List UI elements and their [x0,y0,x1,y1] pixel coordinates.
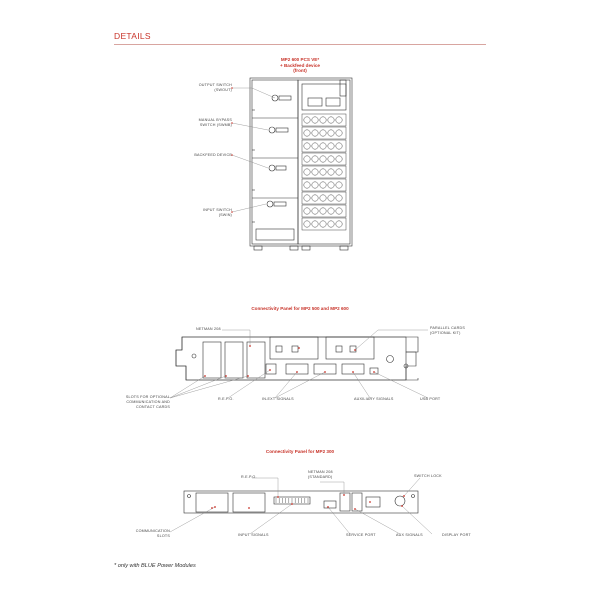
power-module-slot [302,218,346,230]
label-input-signals: IN-EXT SIGNALS [262,397,294,401]
module-fan [304,208,310,214]
label-manual-bypass [186,118,232,128]
power-module-slot [302,166,346,178]
module-fan [320,143,326,149]
module-fan [328,156,334,162]
module-fan [336,156,342,162]
label-input-switch-line2: (SWIN) [218,212,232,217]
module-fan [304,221,310,227]
module-fan [336,143,342,149]
module-fan [312,117,318,123]
label-parallel-cards-line2: (OPTIONAL KIT) [430,330,461,335]
module-fan [304,195,310,201]
module-fan [328,195,334,201]
module-fan [336,130,342,136]
module-fan [320,182,326,188]
module-fan [328,221,334,227]
module-fan [328,208,334,214]
label-communication-slots-line1: COMMUNICATION [135,529,170,533]
label-input-switch-line1: INPUT SWITCH [203,208,232,212]
module-fan [336,195,342,201]
label-netman-208: NETMAN 208 [196,327,221,331]
power-module-slot [302,127,346,139]
module-fan [336,208,342,214]
module-fan [328,130,334,136]
panel-300-caption: Connectivity Panel for MP2 300 [265,449,335,454]
power-module-slot [302,153,346,165]
ups-cabinet [250,78,352,250]
module-fan [312,221,318,227]
module-fan [312,182,318,188]
power-module-slot [302,179,346,191]
power-module-slot [302,192,346,204]
module-fan [304,130,310,136]
module-fan [312,156,318,162]
front-caption-line2: + Backfeed device [280,62,320,68]
backfeed-handle [269,165,286,171]
module-fan [312,169,318,175]
label-optional-slots [120,395,170,409]
footnote: * only with BLUE Power Modules [114,563,196,569]
label-output-switch [190,83,232,93]
module-fan [328,117,334,123]
label-parallel-cards-line1: PARALLEL CARDS [430,326,465,330]
module-fan [304,117,310,123]
module-fan [304,169,310,175]
label-output-switch-line2: (SWOUT) [214,87,232,92]
label-input-switch [190,208,232,218]
module-fan [336,169,342,175]
module-fan [312,143,318,149]
label-manual-bypass-line1: MANUAL BYPASS [198,118,232,122]
power-module-slot [302,205,346,217]
module-fan [320,169,326,175]
power-module-grid [302,114,346,230]
label-communication-slots [132,529,170,539]
label-usb-port: USB PORT [420,397,441,401]
label-netman-standard-line2: (STANDARD) [308,474,333,479]
label-optional-slots-line2: COMMUNICATION AND [126,399,170,404]
module-fan [312,130,318,136]
label-repo: R.E.P.O. [241,475,257,479]
module-fan [304,143,310,149]
front-caption-line3: (front) [293,68,307,74]
module-fan [312,208,318,214]
module-fan [336,117,342,123]
label-auxiliary-signals: AUXILIARY SIGNALS [354,397,394,401]
label-optional-slots-line3: CONTACT CARDS [135,404,170,409]
manual-bypass-handle [269,127,288,133]
label-backfeed: BACKFEED DEVICE [194,153,232,157]
module-fan [328,182,334,188]
input-switch-handle [267,201,286,207]
section-title: DETAILS [114,31,151,41]
connectivity-panel-500-600 [176,337,418,380]
label-netman-standard-line1: NETMAN 208 [308,470,333,474]
label-aux-signals: AUX SIGNALS [396,533,423,537]
power-module-slot [302,114,346,126]
module-fan [336,221,342,227]
label-display-port: DISPLAY PORT [442,533,471,537]
label-switch-lock: SWITCH LOCK [414,474,442,478]
label-service-port: SERVICE PORT [346,533,376,537]
module-fan [320,156,326,162]
input-signal-terminals [276,498,308,503]
label-manual-bypass-line2: SWITCH (SWMB) [199,122,232,127]
module-fan [320,221,326,227]
label-communication-slots-line2: SLOTS [156,533,170,538]
label-netman-standard [308,470,333,480]
connectivity-panel-300 [184,491,418,513]
module-fan [328,169,334,175]
label-parallel-cards [430,326,465,336]
power-module-slot [302,140,346,152]
module-fan [320,208,326,214]
label-optional-slots-line1: SLOTS FOR OPTIONAL [125,395,170,399]
module-fan [320,117,326,123]
label-output-switch-line1: OUTPUT SWITCH [198,83,232,87]
module-fan [312,195,318,201]
panel-500-600-caption: Connectivity Panel for MP2 500 and MP2 600 [251,306,349,311]
module-fan [320,130,326,136]
module-fan [328,143,334,149]
front-caption-line1: MP2 600 PCS VE* [280,57,320,62]
module-fan [304,156,310,162]
label-epo: R.E.P.O. [218,397,234,401]
module-fan [320,195,326,201]
module-fan [304,182,310,188]
label-input-signals-300: INPUT SIGNALS [238,533,269,537]
module-fan [336,182,342,188]
